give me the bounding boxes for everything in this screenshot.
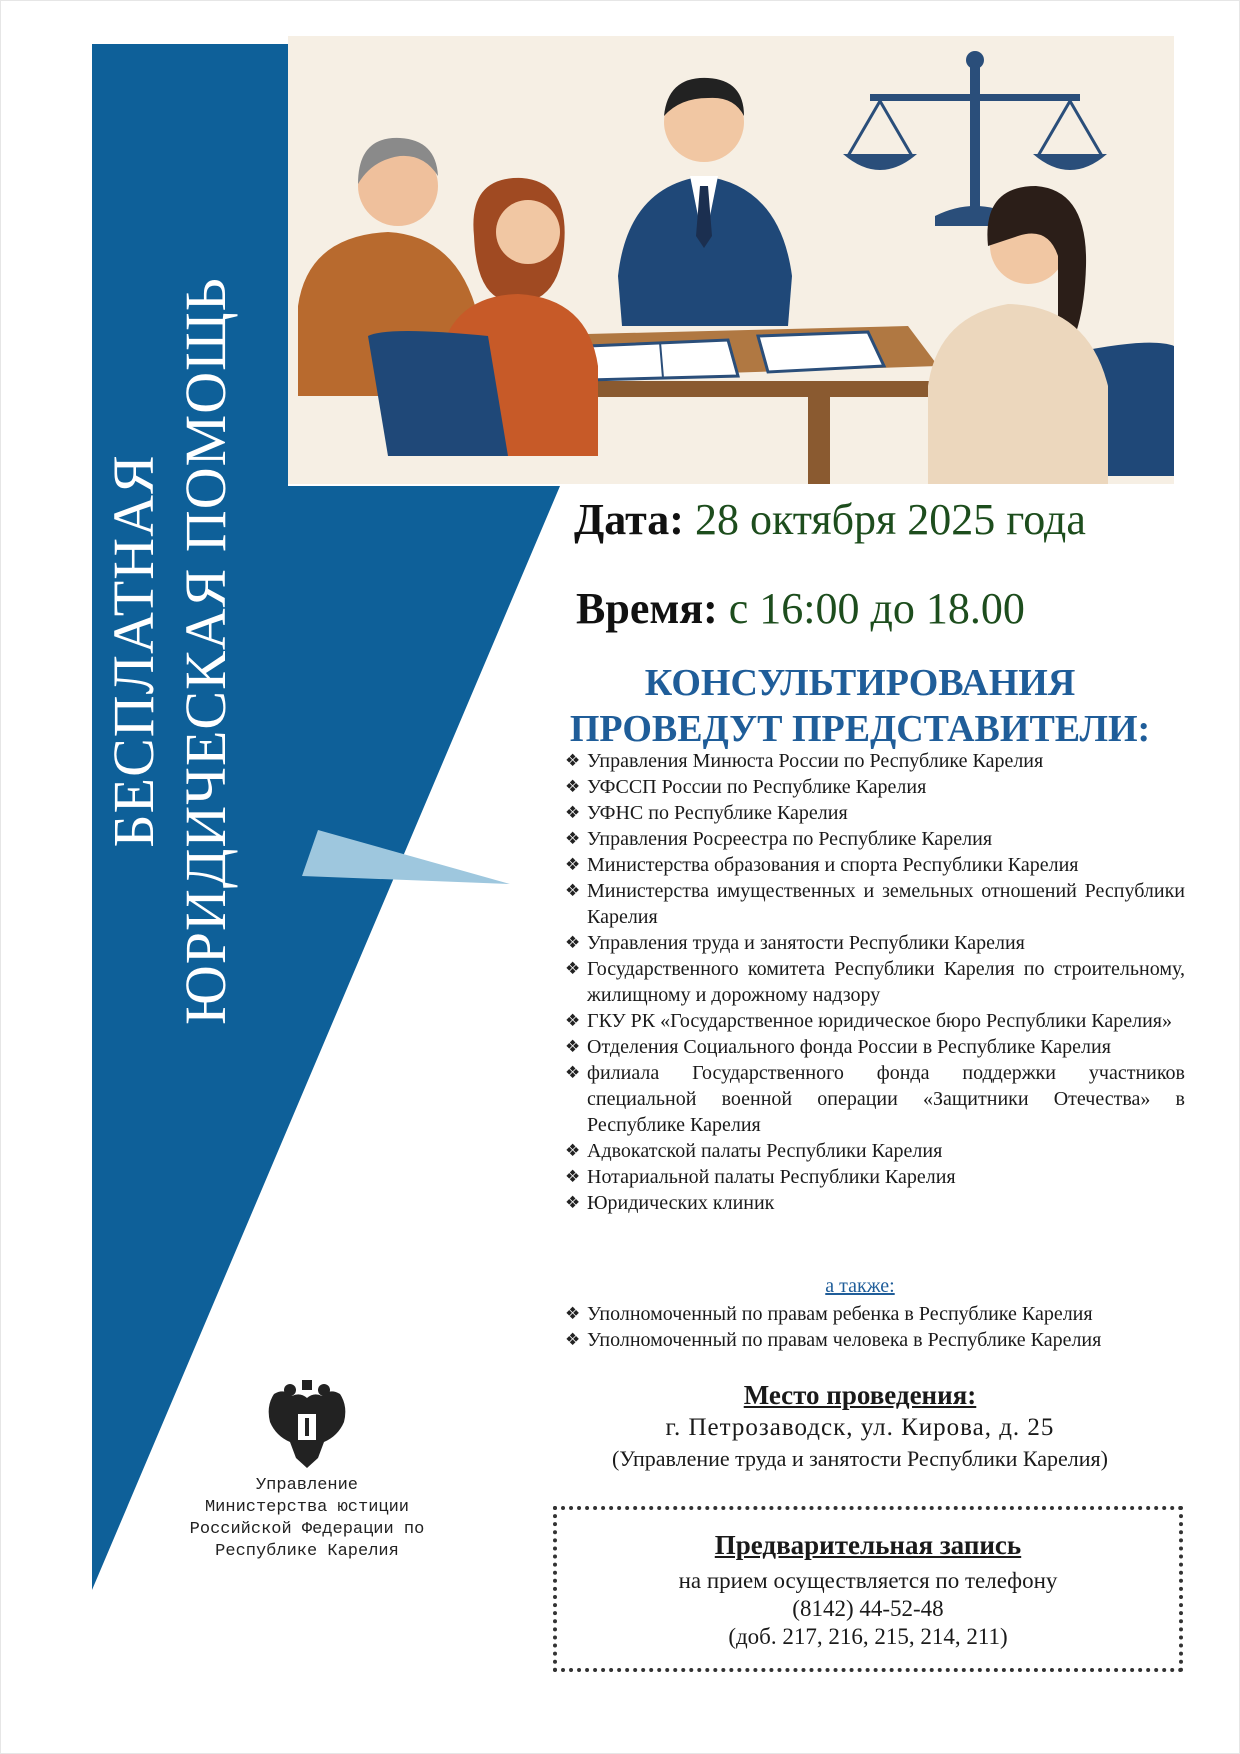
double-headed-eagle-icon — [262, 1378, 352, 1474]
registration-title: Предварительная запись — [714, 1530, 1022, 1560]
ministry-line2: Министерства юстиции — [204, 1498, 410, 1517]
event-time — [576, 583, 1025, 634]
vertical-title — [100, 156, 240, 1146]
ministry-line1: Управление — [255, 1476, 359, 1495]
organization-item: ❖ Управления Минюста России по Республике Карелия — [565, 748, 1185, 774]
consult-heading — [520, 660, 1200, 752]
consult-heading-line2: ПРОВЕДУТ ПРЕДСТАВИТЕЛИ: — [569, 708, 1151, 750]
event-date — [574, 494, 1086, 545]
ombudsman-item: ❖ Уполномоченный по правам человека в Республике Карелия — [565, 1327, 1185, 1353]
registration-extensions: (доб. 217, 216, 215, 214, 211) — [728, 1624, 1008, 1649]
venue-address: г. Петрозаводск, ул. Кирова, д. 25 — [665, 1414, 1055, 1441]
registration-box — [553, 1506, 1183, 1672]
organization-item: ❖ Управления труда и занятости Республики Карелия — [565, 930, 1185, 956]
ministry-name — [150, 1475, 464, 1563]
vertical-title-line2: ЮРИДИЧЕСКАЯ ПОМОЩЬ — [173, 277, 239, 1025]
vertical-title-text — [98, 277, 242, 1025]
organization-item: ❖ Управления Росреестра по Республике Карелия — [565, 826, 1185, 852]
venue-label: Место проведения: — [743, 1380, 977, 1410]
organization-item: ❖ Министерства имущественных и земельных отношений Республики Карелия — [565, 878, 1185, 930]
ministry-line4: Республике Карелия — [215, 1542, 399, 1561]
ministry-line3: Российской Федерации по — [189, 1520, 425, 1539]
organizations-list — [565, 748, 1185, 1216]
organization-item: ❖ Министерства образования и спорта Республики Карелия — [565, 852, 1185, 878]
organization-item: ❖ УФНС по Республике Карелия — [565, 800, 1185, 826]
also-label: а также: — [825, 1275, 895, 1297]
illustration-drawing — [288, 36, 1174, 484]
time-label: Время: — [576, 584, 718, 633]
organization-item: ❖ Отделения Социального фонда России в Республике Карелия — [565, 1034, 1185, 1060]
organization-item: ❖ УФССП России по Республике Карелия — [565, 774, 1185, 800]
date-value: 28 октября 2025 года — [694, 495, 1086, 544]
time-value: с 16:00 до 18.00 — [728, 584, 1025, 633]
legal-consultation-illustration — [288, 36, 1174, 484]
organization-item: ❖ ГКУ РК «Государственное юридическое бюро Республики Карелия» — [565, 1008, 1185, 1034]
vertical-title-line1: БЕСПЛАТНАЯ — [101, 454, 167, 848]
organization-item: ❖ Адвокатской палаты Республики Карелия — [565, 1138, 1185, 1164]
ombudsman-item: ❖ Уполномоченный по правам ребенка в Республике Карелия — [565, 1301, 1185, 1327]
consult-heading-line1: КОНСУЛЬТИРОВАНИЯ — [644, 662, 1076, 704]
organization-item: ❖ филиала Государственного фонда поддержки участников специальной военной операции «Защитники Отечества» в Республике Карелия — [565, 1060, 1185, 1138]
organization-item: ❖ Нотариальной палаты Республики Карелия — [565, 1164, 1185, 1190]
venue-note: (Управление труда и занятости Республики Карелия) — [612, 1446, 1108, 1471]
ombudsmen-list — [565, 1301, 1185, 1353]
organization-item: ❖ Юридических клиник — [565, 1190, 1185, 1216]
organization-item: ❖ Государственного комитета Республики Карелия по строительному, жилищному и дорожному надзору — [565, 956, 1185, 1008]
registration-line: на прием осуществляется по телефону — [678, 1568, 1058, 1593]
registration-phone: (8142) 44-52-48 — [792, 1596, 944, 1621]
date-label: Дата: — [574, 495, 684, 544]
